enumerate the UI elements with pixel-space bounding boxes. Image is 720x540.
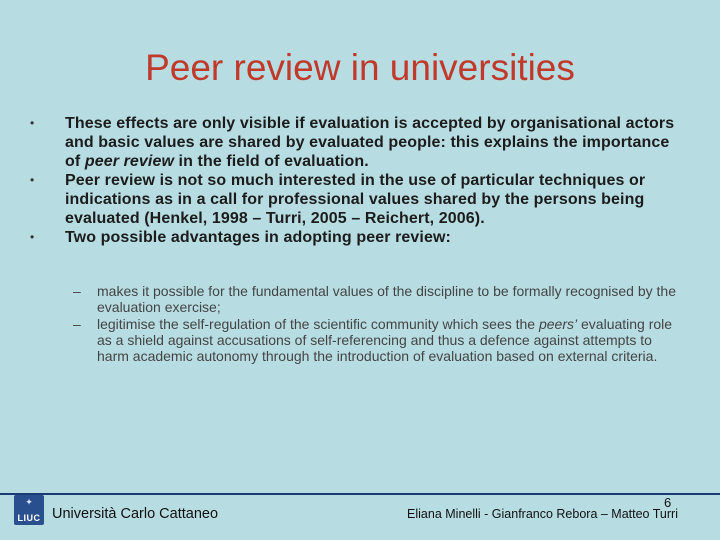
sub-bullet-marker: – bbox=[73, 283, 81, 299]
sub-bullet-text bbox=[97, 316, 678, 365]
bullet-text-part: These effects are only visible if evaluation is accepted by organisational actors and basic values are shared by evaluated people: this explains the importance of bbox=[65, 115, 675, 170]
bullet-marker: • bbox=[30, 230, 35, 244]
bullet-text-part: in the field of evaluation. bbox=[174, 153, 369, 170]
footer-divider bbox=[0, 493, 720, 495]
sub-bullet-text bbox=[97, 283, 678, 316]
bullet-text bbox=[65, 228, 680, 247]
bullet-text-italic: peer review bbox=[84, 153, 175, 170]
bullet-marker: • bbox=[30, 116, 35, 130]
bullet-item bbox=[30, 114, 680, 171]
bullet-text-part: Peer review is not so much interested in the use of particular techniques or indications as in a call for professional values shared by the persons being evaluated (Henkel, 1998 – Turri, 2005 – Reichert, 2006). bbox=[65, 172, 646, 227]
logo-emblem-icon: ✦ bbox=[25, 497, 33, 507]
liuc-logo-icon bbox=[14, 495, 44, 525]
bullet-text bbox=[65, 114, 680, 171]
sub-bullet-list bbox=[73, 283, 678, 364]
bullet-item bbox=[30, 171, 680, 228]
sub-bullet-item bbox=[73, 283, 678, 316]
sub-bullet-text-part: makes it possible for the fundamental values of the discipline to be formally recognised by the evaluation exercise; bbox=[97, 283, 676, 316]
sub-bullet-marker: – bbox=[73, 315, 81, 332]
bullet-text-part: Two possible advantages in adopting peer review: bbox=[65, 229, 451, 246]
slide-title: Peer review in universities bbox=[145, 47, 575, 88]
university-name: Università Carlo Cattaneo bbox=[52, 506, 219, 522]
bullet-item bbox=[30, 228, 680, 247]
sub-bullet-text-part: evaluating role as a shield against accusations of self-referencing and thus a defence against attempts to harm academic autonomy through the introduction of evaluation based on external criteria. bbox=[97, 315, 673, 365]
logo-text: LIUC bbox=[17, 513, 41, 523]
bullet-list bbox=[30, 114, 680, 247]
authors: Eliana Minelli - Gianfranco Rebora – Matteo Turri bbox=[407, 507, 678, 521]
sub-bullet-text-part: legitimise the self-regulation of the scientific community which sees the bbox=[97, 315, 539, 332]
bullet-text bbox=[65, 171, 680, 228]
bullet-marker: • bbox=[30, 173, 35, 187]
sub-bullet-text-italic: peers’ bbox=[538, 315, 578, 332]
slide-number: 6 bbox=[664, 495, 672, 510]
sub-bullet-item bbox=[73, 316, 678, 365]
